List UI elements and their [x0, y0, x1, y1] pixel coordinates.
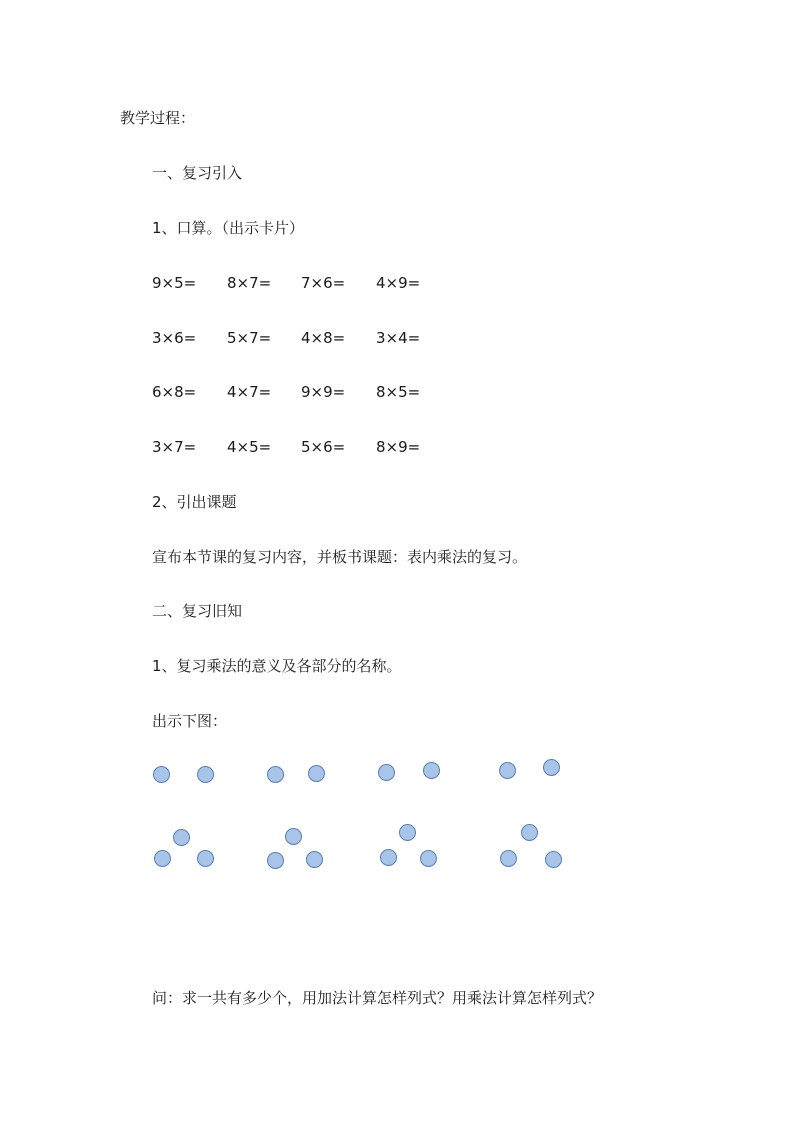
circle-dot: [153, 766, 170, 783]
math-problem: 6×8=: [152, 383, 197, 401]
math-problem: 4×5=: [227, 438, 272, 456]
section-1-item-1: 1、口算。（出示卡片）: [152, 219, 305, 237]
lesson-process-heading: 教学过程：: [120, 109, 196, 127]
circle-dot: [197, 766, 214, 783]
section-1-title: 一、复习引入: [152, 164, 243, 182]
circle-dot: [306, 851, 323, 868]
section-1-item-2-text: 宣布本节课的复习内容，并板书课题：表内乘法的复习。: [152, 548, 528, 566]
circle-dot: [308, 765, 325, 782]
circle-dot: [173, 829, 190, 846]
circle-dot: [543, 759, 560, 776]
math-problem: 3×7=: [152, 438, 197, 456]
math-problem: 9×9=: [301, 383, 346, 401]
math-problem: 7×6=: [301, 274, 346, 292]
circle-dot: [380, 849, 397, 866]
question-text: 问：求一共有多少个，用加法计算怎样列式？用乘法计算怎样列式？: [152, 989, 603, 1007]
math-problem: 4×8=: [301, 329, 346, 347]
section-1-item-2: 2、引出课题: [152, 493, 237, 511]
circle-dot: [500, 850, 517, 867]
figure-caption: 出示下图：: [152, 712, 228, 730]
circle-dot: [285, 828, 302, 845]
math-problem: 5×7=: [227, 329, 272, 347]
math-problem: 9×5=: [152, 274, 197, 292]
math-problem: 3×6=: [152, 329, 197, 347]
math-problem: 8×7=: [227, 274, 272, 292]
circle-dot: [499, 762, 516, 779]
math-problem: 4×9=: [376, 274, 421, 292]
section-2-title: 二、复习旧知: [152, 602, 243, 620]
math-problem: 3×4=: [376, 329, 421, 347]
circle-dot: [267, 766, 284, 783]
math-problem: 4×7=: [227, 383, 272, 401]
circle-dot: [197, 850, 214, 867]
math-problem: 5×6=: [301, 438, 346, 456]
circle-dot: [423, 762, 440, 779]
math-problem: 8×9=: [376, 438, 421, 456]
circle-dot: [545, 851, 562, 868]
circle-dot: [154, 850, 171, 867]
circle-dot: [378, 764, 395, 781]
section-2-item-1: 1、复习乘法的意义及各部分的名称。: [152, 657, 402, 675]
circle-dot: [420, 850, 437, 867]
circle-dot: [267, 852, 284, 869]
circle-dot: [399, 824, 416, 841]
math-problem: 8×5=: [376, 383, 421, 401]
circle-dot: [521, 824, 538, 841]
